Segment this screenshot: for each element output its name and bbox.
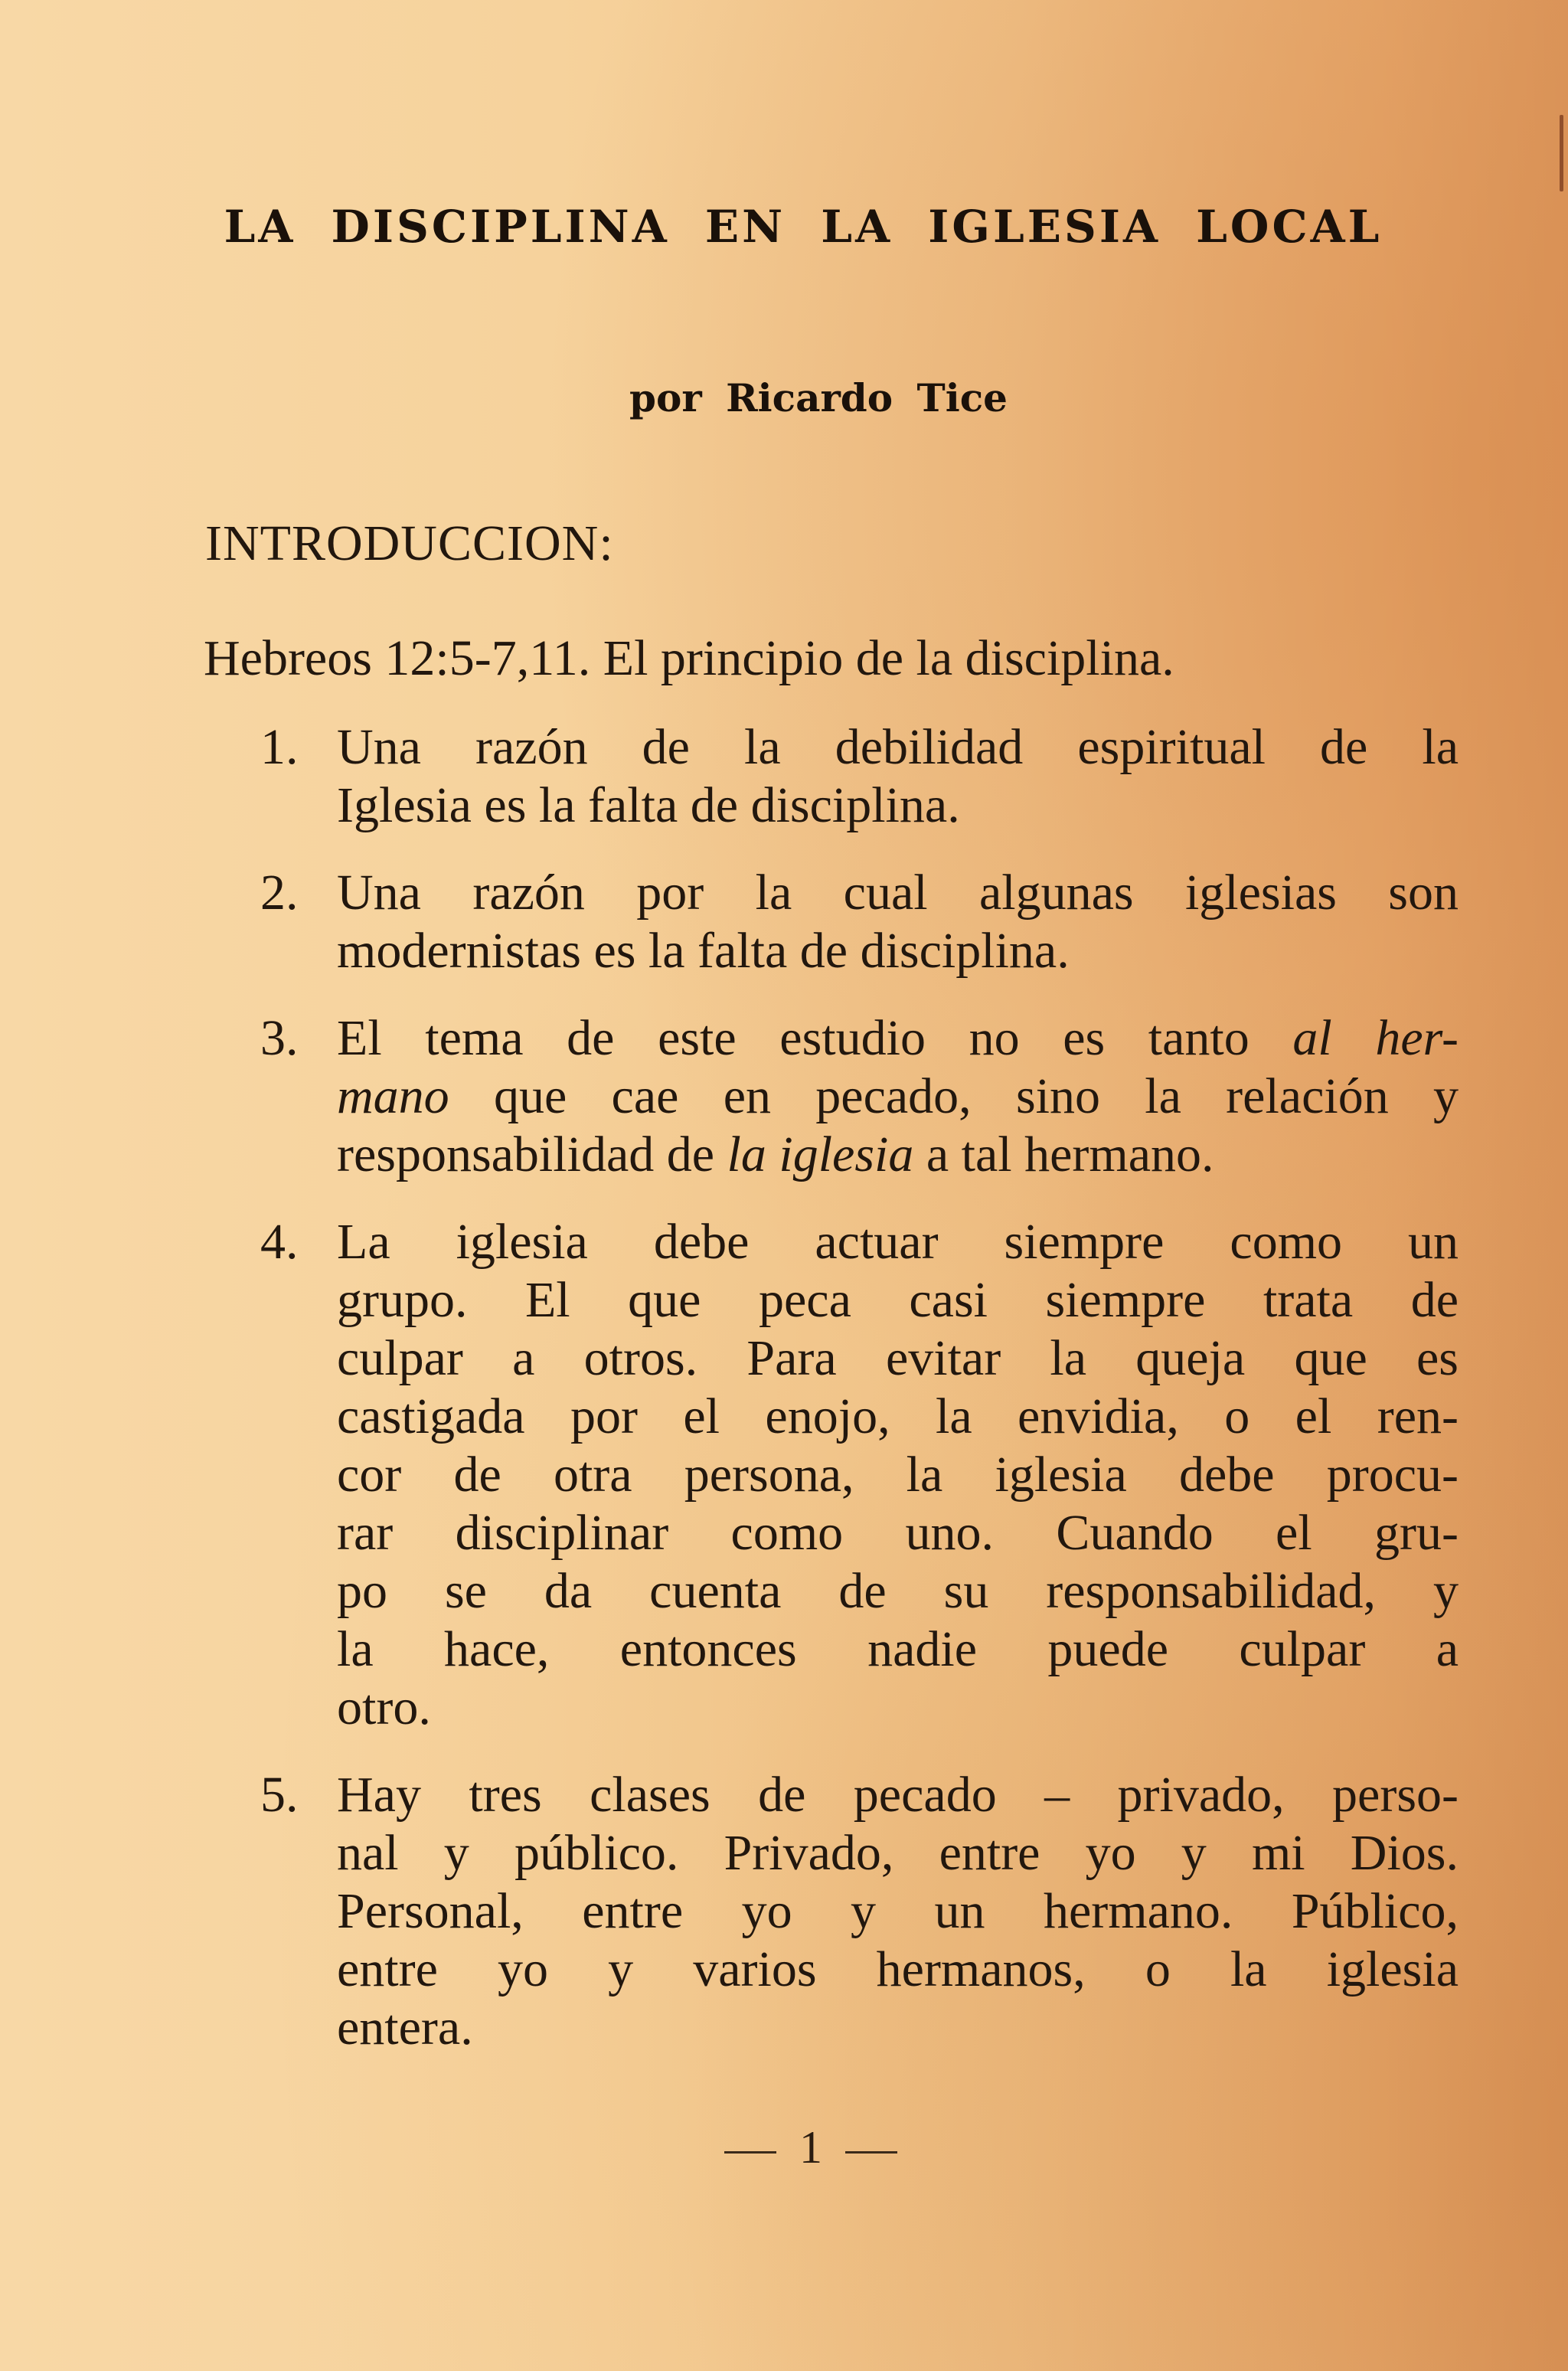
italic-run: al her-: [1292, 1010, 1459, 1066]
list-item: [260, 1213, 1459, 1737]
text-line: [337, 1941, 1459, 1999]
list-item: [260, 718, 1459, 835]
list-item-text: [337, 1213, 1459, 1737]
page-number-dash-right: [845, 2151, 897, 2154]
text-run: grupo. El que peca casi siempre trata de: [337, 1272, 1459, 1328]
text-line: [337, 1824, 1459, 1882]
text-line: [337, 1999, 1459, 2057]
text-run: Una razón por la cual algunas iglesias son: [337, 865, 1459, 921]
text-run: a tal hermano.: [913, 1127, 1214, 1182]
text-line: [337, 1766, 1459, 1824]
page-number-value: 1: [799, 2122, 822, 2173]
text-run: Una razón de la debilidad espiritual de la: [337, 719, 1459, 775]
text-line: [337, 1446, 1459, 1504]
list-item-text: [337, 718, 1459, 835]
text-line: [337, 1009, 1459, 1068]
italic-run: mano: [337, 1068, 449, 1124]
italic-run: la iglesia: [727, 1127, 914, 1182]
text-run: la hace, entonces nadie puede culpar a: [337, 1621, 1459, 1677]
text-run: culpar a otros. Para evitar la queja que es: [337, 1330, 1459, 1386]
list-item: [260, 1009, 1459, 1184]
numbered-list: [260, 718, 1459, 2086]
text-line: [337, 1126, 1459, 1184]
text-run: Hay tres clases de pecado – privado, perso-: [337, 1767, 1459, 1823]
list-item-number: 1.: [260, 719, 299, 775]
list-item-text: [337, 864, 1459, 980]
text-line: [337, 1679, 1459, 1737]
list-item-text: [337, 1009, 1459, 1184]
text-run: po se da cuenta de su responsabilidad, y: [337, 1563, 1459, 1619]
document-title: LA DISCIPLINA EN LA IGLESIA LOCAL: [224, 201, 1383, 253]
list-item-number: 5.: [260, 1767, 299, 1823]
text-line: [337, 1620, 1459, 1679]
text-run: entera.: [337, 2000, 473, 2055]
page-number: [0, 2121, 1568, 2174]
text-line: [337, 1882, 1459, 1941]
list-item-number: 3.: [260, 1010, 299, 1066]
text-line: [337, 1388, 1459, 1446]
text-run: Personal, entre yo y un hermano. Público,: [337, 1883, 1459, 1939]
text-run: modernistas es la falta de disciplina.: [337, 923, 1070, 979]
text-line: [337, 922, 1459, 980]
text-line: [337, 777, 1459, 835]
text-run: otro.: [337, 1679, 431, 1735]
text-run: cor de otra persona, la iglesia debe procu-: [337, 1447, 1459, 1503]
text-run: que cae en pecado, sino la relación y: [449, 1068, 1459, 1124]
list-item-number: 4.: [260, 1214, 299, 1270]
text-run: El tema de este estudio no es tanto: [337, 1010, 1293, 1066]
paper-edge-mark: [1560, 115, 1563, 191]
text-run: Iglesia es la falta de disciplina.: [337, 777, 960, 833]
page-number-dash-left: [724, 2151, 776, 2154]
text-run: nal y público. Privado, entre yo y mi Dios.: [337, 1825, 1459, 1881]
text-run: castigada por el enojo, la envidia, o el ren-: [337, 1388, 1459, 1444]
list-item-text: [337, 1766, 1459, 2057]
text-line: [337, 1562, 1459, 1620]
text-line: [337, 1213, 1459, 1271]
text-line: [337, 864, 1459, 922]
text-line: [337, 1504, 1459, 1562]
scripture-reference: Hebreos 12:5-7,11. El principio de la disciplina.: [204, 630, 1174, 686]
author-byline: por Ricardo Tice: [629, 375, 1008, 420]
list-item: [260, 1766, 1459, 2057]
text-run: responsabilidad de: [337, 1127, 727, 1182]
list-item-number: 2.: [260, 865, 299, 921]
section-heading-introduction: INTRODUCCION:: [205, 515, 614, 571]
text-line: [337, 1068, 1459, 1126]
text-line: [337, 1271, 1459, 1329]
list-item: [260, 864, 1459, 980]
text-run: entre yo y varios hermanos, o la iglesia: [337, 1941, 1459, 1997]
text-line: [337, 718, 1459, 777]
text-run: rar disciplinar como uno. Cuando el gru-: [337, 1505, 1459, 1561]
text-run: La iglesia debe actuar siempre como un: [337, 1214, 1459, 1270]
text-line: [337, 1329, 1459, 1388]
